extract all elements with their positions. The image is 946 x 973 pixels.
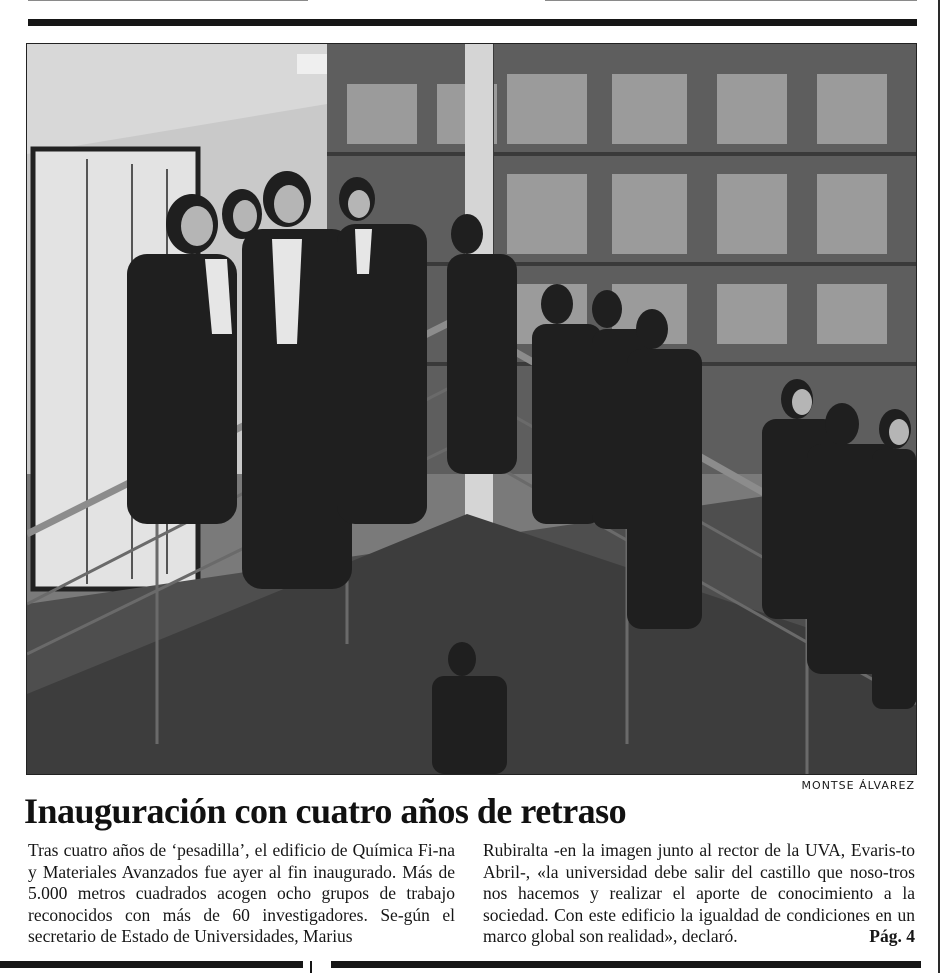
bottom-rule-left [0, 961, 303, 968]
photo-illustration [27, 44, 916, 774]
article-column-left [28, 840, 455, 948]
article-column-right [483, 840, 915, 948]
article-headline: Inauguración con cuatro años de retraso [24, 791, 627, 831]
bottom-rule-right [331, 961, 921, 968]
news-photo [26, 43, 917, 775]
article-body-right-paragraph [483, 840, 915, 948]
top-thin-rule-right [545, 0, 917, 1]
top-thin-rule-left [28, 0, 308, 1]
page-edge-line [938, 0, 940, 973]
page-reference[interactable]: Pág. 4 [869, 926, 915, 947]
article-body-right: Rubiralta -en la imagen junto al rector de la UVA, Evaris-to Abril-, «la universidad debe salir del castillo que noso-tros nos hacemos y realizar el aporte de conocimiento a la sociedad. Con este edificio la igualdad de condiciones en un marco global son realidad», declaró. [483, 840, 915, 947]
bottom-separator [310, 961, 326, 973]
article-body-left: Tras cuatro años de ‘pesadilla’, el edificio de Química Fi-na y Materiales Avanzados fue ayer al fin inaugurado. Más de 5.000 metros cuadrados acogen ocho grupos de trabajo reconocidos con más de 60 investigadores. Se-gún el secretario de Estado de Universidades, Marius [28, 840, 455, 947]
photo-credit: MONTSE ÁLVAREZ [801, 779, 915, 792]
top-rule [28, 19, 917, 26]
